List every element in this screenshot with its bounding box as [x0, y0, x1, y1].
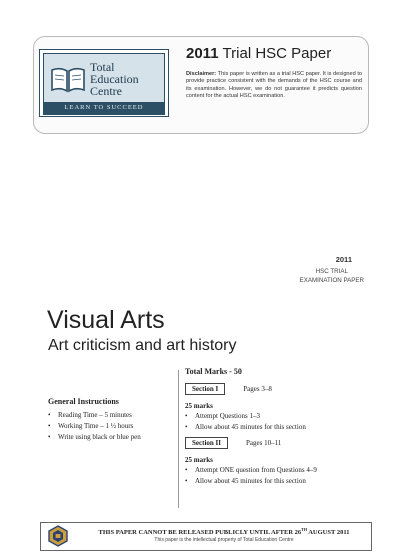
- exam-type: [300, 268, 364, 285]
- section-1-list: [185, 411, 306, 433]
- section-1-marks: 25 marks: [185, 402, 213, 410]
- disclaimer-label: Disclaimer:: [186, 71, 217, 77]
- list-item: • Reading Time – 5 minutes: [48, 410, 141, 421]
- section-2-marks: 25 marks: [185, 456, 213, 464]
- footer-main-sup: TH: [301, 527, 307, 532]
- footer-main-prefix: THIS PAPER CANNOT BE RELEASED PUBLICLY UNTIL AFTER 26: [98, 529, 302, 537]
- list-item: • Attempt ONE question from Questions 4–9: [185, 465, 317, 476]
- section-2: [185, 432, 317, 487]
- section-2-list: [185, 465, 317, 487]
- total-marks: Total Marks - 50: [185, 367, 242, 376]
- release-footer: [40, 522, 372, 551]
- general-instructions: [48, 397, 141, 443]
- footer-ip-notice: This paper is the intellectual property of Total Education Centre: [154, 537, 294, 543]
- column-divider: [178, 370, 179, 508]
- tec-logo: [39, 49, 169, 117]
- general-instructions-heading: General Instructions: [48, 397, 119, 406]
- exam-year: 2011: [335, 255, 352, 264]
- exam-type-line1: HSC TRIAL: [315, 268, 348, 275]
- footer-main-suffix: AUGUST 2011: [306, 529, 350, 537]
- list-item: • Working Time – 1 ½ hours: [48, 421, 141, 432]
- section-2-label: Section II: [185, 437, 228, 449]
- list-item: • Write using black or blue pen: [48, 432, 141, 443]
- section-2-pages: Pages 10–11: [245, 439, 282, 447]
- paper-year: 2011: [186, 45, 219, 62]
- section-1-pages: Pages 3–8: [243, 385, 272, 393]
- header-box: [33, 36, 369, 134]
- list-item: • Attempt Questions 1–3: [185, 411, 306, 422]
- paper-title: [186, 45, 331, 62]
- logo-tagline: LEARN TO SUCCEED: [44, 102, 164, 114]
- disclaimer-text: This paper is written as a trial HSC paper. It is designed to provide practice consistent with the demands of the HSC course and its examination. However, we do not guarantee it predicts question content for the actual HSC examination.: [186, 71, 363, 100]
- list-item: • Allow about 45 minutes for this section: [185, 422, 306, 433]
- logo-inner: [43, 53, 165, 115]
- subject-title: Visual Arts: [47, 306, 165, 334]
- logo-name: [90, 61, 139, 97]
- section-1: [185, 378, 306, 433]
- open-book-icon: [50, 64, 86, 94]
- logo-name-line1: Total: [90, 60, 115, 74]
- exam-type-line2: EXAMINATION PAPER: [299, 276, 364, 284]
- list-item: • Allow about 45 minutes for this section: [185, 476, 317, 487]
- disclaimer: [186, 71, 362, 101]
- general-instructions-list: [48, 410, 141, 443]
- logo-name-line3: Centre: [90, 84, 122, 98]
- section-1-label: Section I: [185, 383, 225, 395]
- subject-subtitle: Art criticism and art history: [48, 337, 237, 354]
- paper-title-text: Trial HSC Paper: [222, 45, 332, 62]
- logo-name-line2: Education: [90, 72, 139, 86]
- hex-crest-icon: [47, 525, 69, 547]
- footer-release-notice: [79, 527, 369, 536]
